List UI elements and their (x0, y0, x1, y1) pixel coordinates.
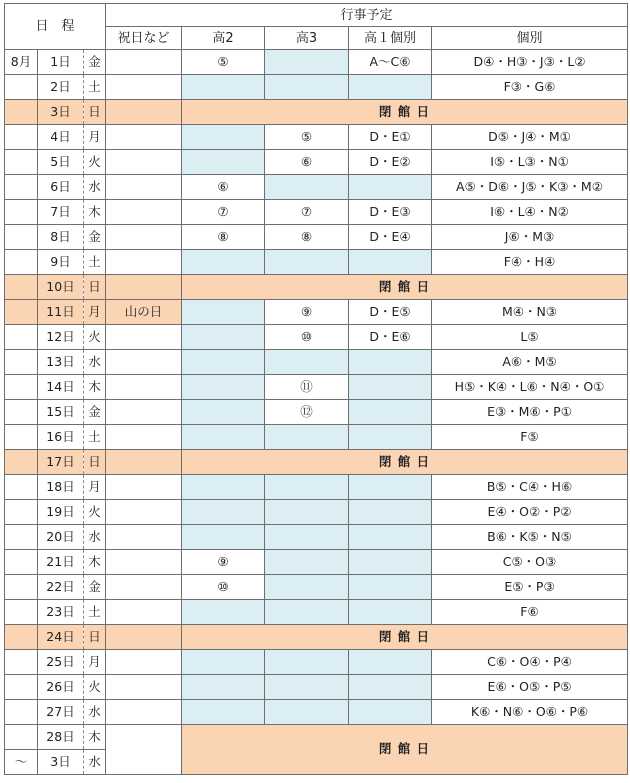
holiday-cell (106, 700, 182, 725)
date-cell: 19日 (38, 500, 84, 525)
weekday-cell: 土 (84, 250, 106, 275)
k1-individual-cell: D・E③ (349, 200, 432, 225)
date-cell: 12日 (38, 325, 84, 350)
k2-col-header: 高2 (182, 27, 265, 50)
individual-cell: C⑥・O④・P④ (432, 650, 628, 675)
table-row (5, 125, 628, 150)
month-cell (5, 450, 38, 475)
k2-cell: ⑧ (182, 225, 265, 250)
k1-individual-cell (349, 550, 432, 575)
month-cell (5, 300, 38, 325)
date-cell: 7日 (38, 200, 84, 225)
weekday-cell: 月 (84, 475, 106, 500)
holiday-cell (106, 625, 182, 650)
individual-cell: F⑥ (432, 600, 628, 625)
holiday-cell (106, 375, 182, 400)
weekday-cell: 水 (84, 700, 106, 725)
individual-cell: B⑥・K⑤・N⑤ (432, 525, 628, 550)
closed-label: 閉 館 日 (182, 450, 628, 475)
date-cell: 20日 (38, 525, 84, 550)
k3-col-header: 高3 (265, 27, 349, 50)
individual-cell: M④・N③ (432, 300, 628, 325)
date-cell: 18日 (38, 475, 84, 500)
k1-individual-cell: D・E⑤ (349, 300, 432, 325)
date-cell: 14日 (38, 375, 84, 400)
date-cell: 27日 (38, 700, 84, 725)
k3-cell (265, 550, 349, 575)
weekday-cell: 日 (84, 450, 106, 475)
individual-cell: A⑥・M⑤ (432, 350, 628, 375)
date-cell: 10日 (38, 275, 84, 300)
weekday-cell: 土 (84, 75, 106, 100)
k2-cell (182, 75, 265, 100)
date-cell: 4日 (38, 125, 84, 150)
k2-cell (182, 425, 265, 450)
table-row (5, 325, 628, 350)
individual-cell: F③・G⑥ (432, 75, 628, 100)
month-cell (5, 500, 38, 525)
individual-cell: I⑤・L③・N① (432, 150, 628, 175)
k2-cell (182, 400, 265, 425)
date-cell: 26日 (38, 675, 84, 700)
k3-cell (265, 700, 349, 725)
k1-individual-cell (349, 675, 432, 700)
k3-cell (265, 600, 349, 625)
weekday-cell: 水 (84, 350, 106, 375)
k1-individual-cell (349, 425, 432, 450)
k2-cell (182, 700, 265, 725)
table-row (5, 375, 628, 400)
k2-cell (182, 675, 265, 700)
weekday-cell: 金 (84, 400, 106, 425)
table-row (5, 200, 628, 225)
holiday-cell (106, 325, 182, 350)
k3-cell (265, 50, 349, 75)
month-cell (5, 225, 38, 250)
table-row (5, 725, 628, 750)
date-cell: 3日 (38, 100, 84, 125)
holiday-cell (106, 650, 182, 675)
k1-individual-cell (349, 75, 432, 100)
k3-cell (265, 525, 349, 550)
month-cell (5, 250, 38, 275)
weekday-cell: 木 (84, 375, 106, 400)
holiday-cell (106, 600, 182, 625)
date-cell: 21日 (38, 550, 84, 575)
holiday-cell (106, 550, 182, 575)
closed-label: 閉 館 日 (182, 725, 628, 775)
date-cell: 6日 (38, 175, 84, 200)
weekday-cell: 月 (84, 125, 106, 150)
date-cell: 28日 (38, 725, 84, 750)
table-row (5, 400, 628, 425)
table-row (5, 50, 628, 75)
date-cell: 8日 (38, 225, 84, 250)
date-cell: 15日 (38, 400, 84, 425)
month-cell (5, 125, 38, 150)
k2-cell (182, 350, 265, 375)
table-row (5, 475, 628, 500)
k2-cell (182, 300, 265, 325)
k1-individual-cell (349, 525, 432, 550)
month-cell (5, 700, 38, 725)
k3-cell (265, 500, 349, 525)
individual-cell: D④・H③・J③・L② (432, 50, 628, 75)
k2-cell (182, 125, 265, 150)
holiday-cell (106, 200, 182, 225)
date-cell: 9日 (38, 250, 84, 275)
closed-label: 閉 館 日 (182, 625, 628, 650)
holiday-cell (106, 350, 182, 375)
month-cell (5, 275, 38, 300)
individual-cell: K⑥・N⑥・O⑥・P⑥ (432, 700, 628, 725)
k1-individual-cell: D・E⑥ (349, 325, 432, 350)
k1-individual-cell (349, 575, 432, 600)
k2-cell (182, 250, 265, 275)
holiday-cell (106, 225, 182, 250)
weekday-cell: 木 (84, 200, 106, 225)
k3-cell (265, 425, 349, 450)
holiday-cell (106, 450, 182, 475)
holiday-cell (106, 150, 182, 175)
date-cell: 16日 (38, 425, 84, 450)
holiday-cell (106, 475, 182, 500)
month-cell (5, 600, 38, 625)
individual-cell: F④・H④ (432, 250, 628, 275)
closed-day-row (5, 275, 628, 300)
holiday-cell (106, 125, 182, 150)
closed-label: 閉 館 日 (182, 275, 628, 300)
k1-individual-cell: D・E① (349, 125, 432, 150)
month-cell (5, 400, 38, 425)
individual-cell: B⑤・C④・H⑥ (432, 475, 628, 500)
individual-cell: H⑤・K④・L⑥・N④・O① (432, 375, 628, 400)
k2-cell (182, 525, 265, 550)
month-cell (5, 200, 38, 225)
date-cell: 5日 (38, 150, 84, 175)
k2-cell: ⑥ (182, 175, 265, 200)
k1-individual-cell: A～C⑥ (349, 50, 432, 75)
individual-cell: E⑥・O⑤・P⑤ (432, 675, 628, 700)
k1-individual-cell (349, 650, 432, 675)
table-row (5, 500, 628, 525)
k1-individual-cell (349, 175, 432, 200)
closed-label: 閉 館 日 (182, 100, 628, 125)
table-row (5, 525, 628, 550)
table-row (5, 225, 628, 250)
date-cell: 22日 (38, 575, 84, 600)
k2-cell: ⑨ (182, 550, 265, 575)
holiday-cell (106, 500, 182, 525)
holiday-cell (106, 100, 182, 125)
month-cell (5, 75, 38, 100)
month-cell (5, 675, 38, 700)
individual-cell: E③・M⑥・P① (432, 400, 628, 425)
individual-cell: L⑤ (432, 325, 628, 350)
month-cell (5, 375, 38, 400)
table-row (5, 675, 628, 700)
k2-cell: ⑤ (182, 50, 265, 75)
k1-individual-cell: D・E④ (349, 225, 432, 250)
month-cell (5, 725, 38, 750)
individual-cell: C⑤・O③ (432, 550, 628, 575)
table-row (5, 700, 628, 725)
month-cell (5, 325, 38, 350)
k1-individual-cell: D・E② (349, 150, 432, 175)
weekday-cell: 火 (84, 500, 106, 525)
individual-cell: A⑤・D⑥・J⑤・K③・M② (432, 175, 628, 200)
date-cell: 3日 (38, 750, 84, 775)
schedule-table (4, 3, 628, 775)
k1-individual-col-header: 高１個別 (349, 27, 432, 50)
table-row (5, 175, 628, 200)
table-row (5, 150, 628, 175)
k2-cell (182, 500, 265, 525)
weekday-cell: 日 (84, 625, 106, 650)
month-cell (5, 425, 38, 450)
holiday-col-header: 祝日など (106, 27, 182, 50)
date-cell: 23日 (38, 600, 84, 625)
k3-cell: ⑥ (265, 150, 349, 175)
closed-day-row (5, 450, 628, 475)
k1-individual-cell (349, 250, 432, 275)
month-cell (5, 650, 38, 675)
k2-cell: ⑩ (182, 575, 265, 600)
weekday-cell: 金 (84, 50, 106, 75)
k2-cell (182, 375, 265, 400)
k1-individual-cell (349, 700, 432, 725)
weekday-cell: 木 (84, 725, 106, 750)
weekday-cell: 水 (84, 750, 106, 775)
table-row (5, 75, 628, 100)
k2-cell (182, 650, 265, 675)
month-cell: 8月 (5, 50, 38, 75)
table-row (5, 650, 628, 675)
k3-cell (265, 575, 349, 600)
schedule-header: 日 程 (5, 4, 106, 50)
weekday-cell: 土 (84, 425, 106, 450)
k3-cell (265, 175, 349, 200)
k1-individual-cell (349, 350, 432, 375)
month-cell (5, 350, 38, 375)
k1-individual-cell (349, 475, 432, 500)
table-row (5, 575, 628, 600)
weekday-cell: 火 (84, 325, 106, 350)
individual-cell: F⑤ (432, 425, 628, 450)
date-cell: 24日 (38, 625, 84, 650)
holiday-cell (106, 575, 182, 600)
k3-cell (265, 650, 349, 675)
individual-cell: I⑥・L④・N② (432, 200, 628, 225)
closed-day-row (5, 625, 628, 650)
k3-cell: ⑦ (265, 200, 349, 225)
k3-cell (265, 475, 349, 500)
k1-individual-cell (349, 375, 432, 400)
k3-cell: ⑧ (265, 225, 349, 250)
holiday-cell (106, 725, 182, 775)
k3-cell: ⑨ (265, 300, 349, 325)
k3-cell (265, 250, 349, 275)
weekday-cell: 日 (84, 100, 106, 125)
k2-cell (182, 475, 265, 500)
month-cell: ～ (5, 750, 38, 775)
month-cell (5, 175, 38, 200)
weekday-cell: 水 (84, 175, 106, 200)
weekday-cell: 月 (84, 650, 106, 675)
individual-cell: D⑤・J④・M① (432, 125, 628, 150)
table-row (5, 350, 628, 375)
table-row (5, 425, 628, 450)
k3-cell (265, 350, 349, 375)
k2-cell (182, 600, 265, 625)
table-row (5, 250, 628, 275)
weekday-cell: 土 (84, 600, 106, 625)
table-row (5, 600, 628, 625)
closed-day-row (5, 100, 628, 125)
month-cell (5, 575, 38, 600)
table-row (5, 300, 628, 325)
date-cell: 13日 (38, 350, 84, 375)
holiday-cell (106, 400, 182, 425)
table-row (5, 550, 628, 575)
date-cell: 17日 (38, 450, 84, 475)
month-cell (5, 150, 38, 175)
weekday-cell: 月 (84, 300, 106, 325)
events-header: 行事予定 (106, 4, 628, 27)
month-cell (5, 525, 38, 550)
k3-cell: ⑪ (265, 375, 349, 400)
k1-individual-cell (349, 500, 432, 525)
weekday-cell: 火 (84, 675, 106, 700)
holiday-cell (106, 275, 182, 300)
k3-cell (265, 675, 349, 700)
holiday-cell (106, 425, 182, 450)
k1-individual-cell (349, 600, 432, 625)
holiday-cell (106, 525, 182, 550)
k1-individual-cell (349, 400, 432, 425)
holiday-cell (106, 250, 182, 275)
month-cell (5, 625, 38, 650)
weekday-cell: 水 (84, 525, 106, 550)
k2-cell: ⑦ (182, 200, 265, 225)
holiday-cell (106, 175, 182, 200)
holiday-cell (106, 75, 182, 100)
weekday-cell: 火 (84, 150, 106, 175)
weekday-cell: 日 (84, 275, 106, 300)
k2-cell (182, 150, 265, 175)
k3-cell: ⑤ (265, 125, 349, 150)
individual-cell: E④・O②・P② (432, 500, 628, 525)
date-cell: 1日 (38, 50, 84, 75)
date-cell: 2日 (38, 75, 84, 100)
holiday-cell: 山の日 (106, 300, 182, 325)
k3-cell: ⑩ (265, 325, 349, 350)
date-cell: 11日 (38, 300, 84, 325)
k2-cell (182, 325, 265, 350)
month-cell (5, 100, 38, 125)
individual-col-header: 個別 (432, 27, 628, 50)
weekday-cell: 木 (84, 550, 106, 575)
k3-cell (265, 75, 349, 100)
individual-cell: J⑥・M③ (432, 225, 628, 250)
k3-cell: ⑫ (265, 400, 349, 425)
holiday-cell (106, 50, 182, 75)
date-cell: 25日 (38, 650, 84, 675)
holiday-cell (106, 675, 182, 700)
month-cell (5, 550, 38, 575)
weekday-cell: 金 (84, 575, 106, 600)
weekday-cell: 金 (84, 225, 106, 250)
month-cell (5, 475, 38, 500)
individual-cell: E⑤・P③ (432, 575, 628, 600)
